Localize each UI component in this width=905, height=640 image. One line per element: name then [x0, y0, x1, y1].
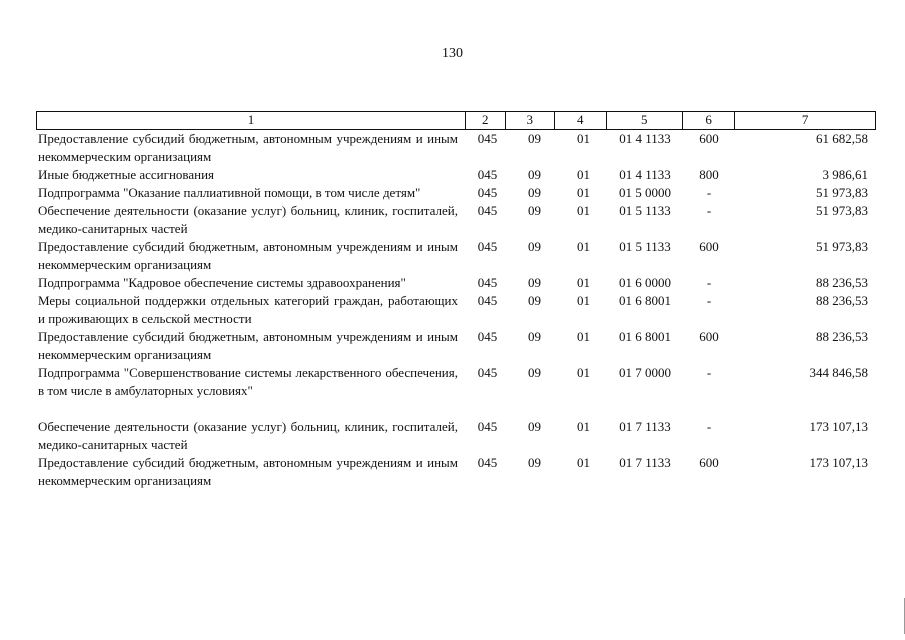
row-col-6: 600: [699, 329, 719, 344]
table-row: [36, 238, 876, 274]
table-row: [36, 292, 876, 328]
row-col-2: 045: [477, 239, 498, 254]
row-col-4: 01: [577, 203, 590, 218]
row-col-3: 09: [528, 419, 541, 434]
row-col-5: 01 6 0000: [619, 275, 671, 290]
row-col-5: 01 5 1133: [619, 239, 671, 254]
row-col-4: 01: [577, 329, 590, 344]
header-col-3: 3: [505, 112, 555, 129]
row-col-4: 01: [577, 365, 590, 380]
row-name: Предоставление субсидий бюджетным, автономным учреждениям и иным некоммерческим организациям: [38, 455, 458, 488]
row-name: Обеспечение деятельности (оказание услуг) больниц, клиник, госпиталей, медико-санитарных частей: [38, 419, 458, 452]
row-col-3: 09: [528, 275, 541, 290]
row-col-5: 01 7 1133: [619, 419, 671, 434]
row-col-5: 01 5 0000: [619, 185, 671, 200]
row-col-3: 09: [528, 203, 541, 218]
row-col-6: 600: [699, 131, 719, 146]
header-col-4: 4: [554, 112, 606, 129]
row-col-6: 800: [699, 167, 719, 182]
table-row: [36, 454, 876, 490]
row-col-2: 045: [477, 419, 498, 434]
row-col-4: 01: [577, 167, 590, 182]
row-col-5: 01 5 1133: [619, 203, 671, 218]
row-col-4: 01: [577, 185, 590, 200]
row-name: Подпрограмма "Кадровое обеспечение системы здравоохранения": [38, 275, 406, 290]
row-name: Подпрограмма "Совершенствование системы лекарственного обеспечения, в том числе в амбулаторных условиях": [38, 365, 458, 398]
row-amount: 51 973,83: [816, 185, 868, 200]
row-col-6: -: [706, 419, 712, 434]
row-name: Меры социальной поддержки отдельных категорий граждан, работающих и проживающих в сельской местности: [38, 293, 458, 326]
row-amount: 51 973,83: [816, 239, 868, 254]
row-col-5: 01 6 8001: [619, 293, 671, 308]
table-row: [36, 202, 876, 238]
row-amount: 88 236,53: [816, 293, 868, 308]
row-col-6: -: [706, 365, 712, 380]
row-name: Обеспечение деятельности (оказание услуг) больниц, клиник, госпиталей, медико-санитарных частей: [38, 203, 458, 236]
row-col-5: 01 4 1133: [619, 131, 671, 146]
table-row: [36, 418, 876, 454]
row-col-5: 01 7 0000: [619, 365, 671, 380]
row-name: Предоставление субсидий бюджетным, автономным учреждениям и иным некоммерческим организациям: [38, 239, 458, 272]
table-row: [36, 328, 876, 364]
row-col-2: 045: [477, 293, 498, 308]
row-col-2: 045: [477, 455, 498, 470]
row-col-2: 045: [477, 167, 498, 182]
row-amount: 51 973,83: [816, 203, 868, 218]
page-number: 130: [442, 46, 463, 61]
row-col-2: 045: [477, 203, 498, 218]
row-amount: 344 846,58: [809, 365, 868, 380]
table-body: [36, 130, 876, 490]
row-name: Иные бюджетные ассигнования: [38, 167, 215, 182]
row-col-2: 045: [477, 365, 498, 380]
row-amount: 61 682,58: [816, 131, 868, 146]
row-amount: 173 107,13: [809, 455, 868, 470]
row-col-3: 09: [528, 455, 541, 470]
row-col-3: 09: [528, 329, 541, 344]
row-col-3: 09: [528, 293, 541, 308]
row-col-6: 600: [699, 455, 719, 470]
row-col-4: 01: [577, 293, 590, 308]
row-col-4: 01: [577, 419, 590, 434]
row-col-4: 01: [577, 131, 590, 146]
row-col-4: 01: [577, 275, 590, 290]
row-col-2: 045: [477, 185, 498, 200]
row-col-2: 045: [477, 131, 498, 146]
row-amount: 3 986,61: [822, 167, 868, 182]
row-gap: [36, 400, 876, 418]
row-col-3: 09: [528, 185, 541, 200]
row-col-6: -: [706, 275, 712, 290]
row-amount: 88 236,53: [816, 275, 868, 290]
row-col-2: 045: [477, 329, 498, 344]
row-amount: 173 107,13: [809, 419, 868, 434]
table-row: [36, 184, 876, 202]
header-col-1: 1: [247, 112, 255, 127]
header-col-5: 5: [606, 112, 682, 129]
row-name: Предоставление субсидий бюджетным, автономным учреждениям и иным некоммерческим организациям: [38, 131, 458, 164]
row-col-5: 01 4 1133: [619, 167, 671, 182]
header-col-6: 6: [682, 112, 735, 129]
table-row: [36, 274, 876, 292]
row-col-3: 09: [528, 167, 541, 182]
table-row: [36, 364, 876, 400]
row-col-2: 045: [477, 275, 498, 290]
row-name: Предоставление субсидий бюджетным, автономным учреждениям и иным некоммерческим организациям: [38, 329, 458, 362]
row-col-6: -: [706, 203, 712, 218]
row-name: Подпрограмма "Оказание паллиативной помощи, в том числе детям": [38, 185, 421, 200]
header-col-7: 7: [734, 112, 875, 129]
row-col-3: 09: [528, 365, 541, 380]
row-col-4: 01: [577, 239, 590, 254]
row-col-6: -: [706, 185, 712, 200]
table-row: [36, 130, 876, 166]
row-col-3: 09: [528, 239, 541, 254]
row-col-6: 600: [699, 239, 719, 254]
table-row: [36, 166, 876, 184]
row-col-5: 01 7 1133: [619, 455, 671, 470]
row-amount: 88 236,53: [816, 329, 868, 344]
row-col-4: 01: [577, 455, 590, 470]
header-col-2: 2: [465, 112, 505, 129]
row-col-3: 09: [528, 131, 541, 146]
budget-table: [36, 111, 876, 490]
row-col-5: 01 6 8001: [619, 329, 671, 344]
row-col-6: -: [706, 293, 712, 308]
table-header-row: [36, 111, 876, 130]
